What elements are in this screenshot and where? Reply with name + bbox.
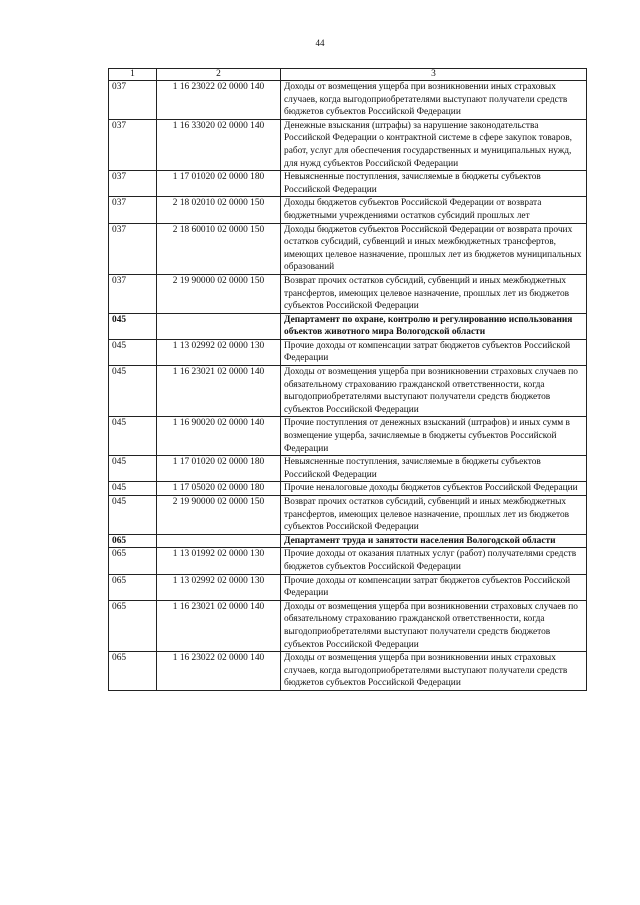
revenue-code-cell: 1 13 01992 02 0000 130 <box>157 548 281 574</box>
admin-code-cell: 065 <box>109 534 157 548</box>
revenue-code-cell: 1 16 23022 02 0000 140 <box>157 81 281 120</box>
revenue-name-cell: Невыясненные поступления, зачисляемые в бюджеты субъектов Российской Федерации <box>281 171 587 197</box>
admin-code-cell: 045 <box>109 417 157 456</box>
column-header-code: 2 <box>157 69 281 81</box>
table-row <box>109 366 587 417</box>
revenue-name-cell: Доходы от возмещения ущерба при возникновении страховых случаев по обязательному страхованию гражданской ответственности, когда выгодоприобретателями выступают получатели средств бюджетов субъектов Российской Федерации <box>281 366 587 417</box>
table-row <box>109 223 587 274</box>
revenue-name-cell: Доходы бюджетов субъектов Российской Федерации от возврата прочих остатков субсидий, субвенций и иных межбюджетных трансфертов, имеющих целевое назначение, прошлых лет из бюджетов муниципальных образований <box>281 223 587 274</box>
revenue-code-cell: 1 16 90020 02 0000 140 <box>157 417 281 456</box>
revenue-code-cell: 1 16 23021 02 0000 140 <box>157 600 281 651</box>
revenue-name-cell: Доходы от возмещения ущерба при возникновении страховых случаев по обязательному страхованию гражданской ответственности, когда выгодоприобретателями выступают получатели средств бюджетов субъектов Российской Федерации <box>281 600 587 651</box>
column-header-admin: 1 <box>109 69 157 81</box>
page-number: 44 <box>315 38 325 48</box>
admin-code-cell: 045 <box>109 456 157 482</box>
table-row <box>109 171 587 197</box>
table-section-row <box>109 534 587 548</box>
revenue-name-cell: Прочие неналоговые доходы бюджетов субъектов Российской Федерации <box>281 482 587 496</box>
revenue-code-cell: 1 16 33020 02 0000 140 <box>157 119 281 170</box>
table-row <box>109 119 587 170</box>
revenue-name-cell: Прочие доходы от оказания платных услуг (работ) получателями средств бюджетов субъектов Российской Федерации <box>281 548 587 574</box>
table-row <box>109 274 587 313</box>
table-row <box>109 197 587 223</box>
table-row <box>109 548 587 574</box>
table-row <box>109 81 587 120</box>
admin-code-cell: 037 <box>109 171 157 197</box>
revenue-name-cell: Возврат прочих остатков субсидий, субвенций и иных межбюджетных трансфертов, имеющих целевое назначение, прошлых лет из бюджетов субъектов Российской Федерации <box>281 496 587 535</box>
revenue-code-cell: 2 18 02010 02 0000 150 <box>157 197 281 223</box>
table-row <box>109 339 587 365</box>
revenue-code-cell <box>157 534 281 548</box>
revenue-name-cell: Департамент труда и занятости населения Вологодской области <box>281 534 587 548</box>
table-row <box>109 417 587 456</box>
revenue-code-cell: 1 13 02992 02 0000 130 <box>157 339 281 365</box>
revenue-code-cell: 2 19 90000 02 0000 150 <box>157 274 281 313</box>
revenue-code-cell: 2 19 90000 02 0000 150 <box>157 496 281 535</box>
revenue-code-cell <box>157 313 281 339</box>
admin-code-cell: 045 <box>109 482 157 496</box>
revenue-code-cell: 1 17 05020 02 0000 180 <box>157 482 281 496</box>
revenue-name-cell: Доходы бюджетов субъектов Российской Федерации от возврата бюджетными учреждениями остатков субсидий прошлых лет <box>281 197 587 223</box>
revenue-code-cell: 1 17 01020 02 0000 180 <box>157 456 281 482</box>
revenue-name-cell: Денежные взыскания (штрафы) за нарушение законодательства Российской Федерации о контрактной системе в сфере закупок товаров, работ, услуг для обеспечения государственных и муниципальных нужд, для нужд субъектов Российской Федерации <box>281 119 587 170</box>
table-row <box>109 652 587 691</box>
admin-code-cell: 065 <box>109 574 157 600</box>
revenue-name-cell: Возврат прочих остатков субсидий, субвенций и иных межбюджетных трансфертов, имеющих целевое назначение, прошлых лет из бюджетов субъектов Российской Федерации <box>281 274 587 313</box>
revenue-name-cell: Прочие доходы от компенсации затрат бюджетов субъектов Российской Федерации <box>281 574 587 600</box>
table-section-row <box>109 313 587 339</box>
admin-code-cell: 037 <box>109 223 157 274</box>
admin-code-cell: 045 <box>109 339 157 365</box>
revenue-code-cell: 1 16 23021 02 0000 140 <box>157 366 281 417</box>
revenue-name-cell: Доходы от возмещения ущерба при возникновении иных страховых случаев, когда выгодоприобретателями выступают получатели средств бюджетов субъектов Российской Федерации <box>281 652 587 691</box>
admin-code-cell: 045 <box>109 366 157 417</box>
table-row <box>109 456 587 482</box>
revenue-code-cell: 1 16 23022 02 0000 140 <box>157 652 281 691</box>
revenue-codes-table <box>108 68 587 691</box>
admin-code-cell: 037 <box>109 197 157 223</box>
table-row <box>109 574 587 600</box>
admin-code-cell: 037 <box>109 119 157 170</box>
admin-code-cell: 037 <box>109 274 157 313</box>
revenue-code-cell: 2 18 60010 02 0000 150 <box>157 223 281 274</box>
revenue-code-cell: 1 13 02992 02 0000 130 <box>157 574 281 600</box>
admin-code-cell: 037 <box>109 81 157 120</box>
revenue-name-cell: Невыясненные поступления, зачисляемые в бюджеты субъектов Российской Федерации <box>281 456 587 482</box>
admin-code-cell: 065 <box>109 548 157 574</box>
table-row <box>109 600 587 651</box>
revenue-name-cell: Прочие доходы от компенсации затрат бюджетов субъектов Российской Федерации <box>281 339 587 365</box>
admin-code-cell: 045 <box>109 313 157 339</box>
revenue-name-cell: Прочие поступления от денежных взысканий (штрафов) и иных сумм в возмещение ущерба, зачисляемые в бюджеты субъектов Российской Федерации <box>281 417 587 456</box>
admin-code-cell: 065 <box>109 600 157 651</box>
table-row <box>109 496 587 535</box>
revenue-name-cell: Доходы от возмещения ущерба при возникновении иных страховых случаев, когда выгодоприобретателями выступают получатели средств бюджетов субъектов Российской Федерации <box>281 81 587 120</box>
admin-code-cell: 045 <box>109 496 157 535</box>
admin-code-cell: 065 <box>109 652 157 691</box>
revenue-code-cell: 1 17 01020 02 0000 180 <box>157 171 281 197</box>
table-row <box>109 482 587 496</box>
table-header-row <box>109 69 587 81</box>
revenue-name-cell: Департамент по охране, контролю и регулированию использования объектов животного мира Вологодской области <box>281 313 587 339</box>
table-body <box>109 81 587 691</box>
column-header-name: 3 <box>281 69 587 81</box>
